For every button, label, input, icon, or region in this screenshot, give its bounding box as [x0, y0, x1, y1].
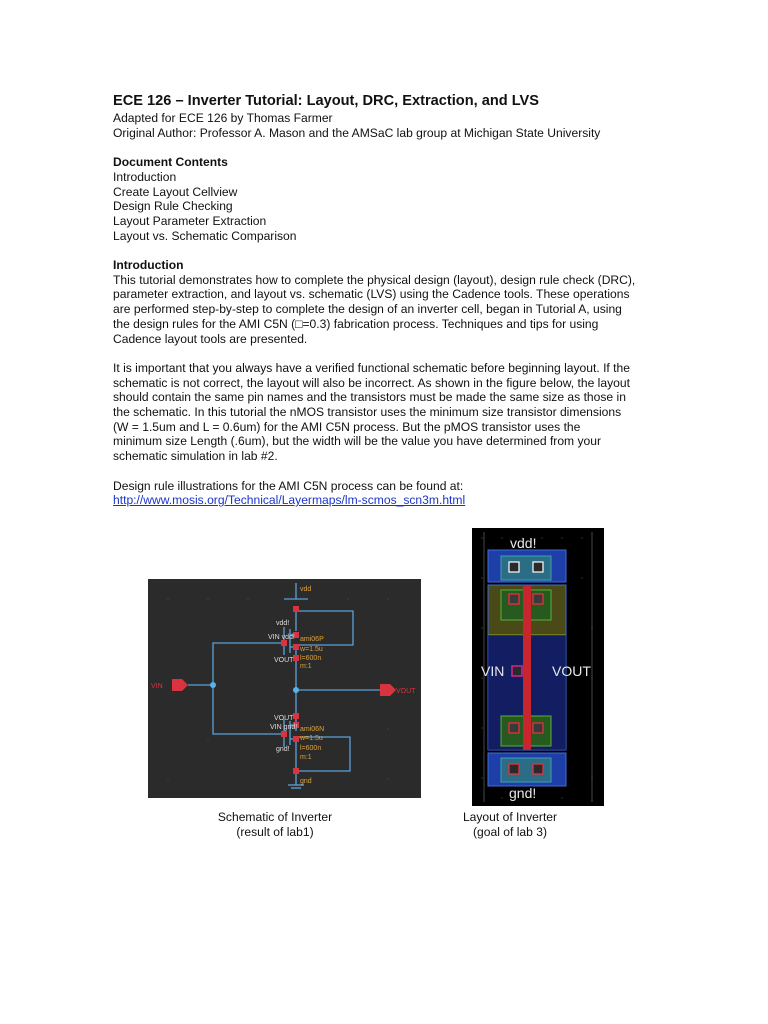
page-title: ECE 126 – Inverter Tutorial: Layout, DRC, Extraction, and LVS	[113, 93, 540, 109]
text-line: parameter extraction, and layout vs. schematic (LVS) using the Cadence tools. These operations	[113, 287, 630, 302]
intro-paragraph-2	[113, 361, 663, 464]
layout-vout-label: VOUT	[552, 663, 591, 679]
text-line: Cadence layout tools are presented.	[113, 331, 308, 346]
text-line: (W = 1.5um and L = 0.6um) for the AMI C5N process. But the pMOS transistor uses the	[113, 419, 581, 434]
gnd-label: gnd	[300, 778, 312, 785]
intro-heading: Introduction	[113, 258, 184, 272]
nmos-vin-gnd: VIN gnd!	[270, 724, 298, 731]
contents-item: Layout vs. Schematic Comparison	[113, 228, 297, 243]
contents-item: Create Layout Cellview	[113, 184, 238, 199]
layout-caption	[445, 810, 575, 839]
layout-gnd-label: gnd!	[509, 785, 537, 801]
nmos-length: l=600n	[300, 745, 322, 752]
text-line: This tutorial demonstrates how to complete the physical design (layout), design rule check (DRC),	[113, 272, 636, 287]
text-line: the schematic. In this tutorial the nMOS transistor uses the minimum size transistor dimensions	[113, 405, 622, 420]
text-line: It is important that you always have a verified functional schematic before beginning layout. If the	[113, 360, 630, 375]
caption-line: Schematic of Inverter	[217, 810, 333, 824]
author-line: Original Author: Professor A. Mason and the AMSaC lab group at Michigan State University	[113, 125, 601, 140]
document-body	[113, 92, 663, 508]
caption-line: (result of lab1)	[236, 824, 314, 839]
text-line: the design rules for the AMI C5N (□=0.3) fabrication process. Techniques and tips for using	[113, 316, 599, 331]
mosis-link[interactable]: http://www.mosis.org/Technical/Layermaps/lm-scmos_scn3m.html	[113, 493, 466, 508]
nmos-model: ami06N	[300, 726, 325, 733]
schematic-drawing	[148, 579, 421, 798]
pmos-vdd-pin: vdd!	[276, 620, 290, 627]
contents-item: Design Rule Checking	[113, 199, 233, 214]
layout-figure	[472, 528, 604, 806]
text-line: minimum size Length (.6um), but the width will be the value you have determined from your	[113, 434, 602, 449]
intro-paragraph-3: Design rule illustrations for the AMI C5N process can be found at:	[113, 478, 464, 493]
caption-line: (goal of lab 3)	[473, 824, 547, 839]
pmos-multiplier: m:1	[300, 663, 312, 670]
text-line: schematic simulation in lab #2.	[113, 449, 278, 464]
nmos-width: w=1.5u	[300, 735, 323, 742]
schematic-figure	[148, 579, 421, 798]
layout-drawing	[472, 528, 604, 806]
vin-pin-label: VIN	[151, 683, 163, 690]
pmos-length: l=600n	[300, 655, 322, 662]
nmos-multiplier: m:1	[300, 754, 312, 761]
text-line: schematic is not correct, the layout will also be incorrect. As shown in the figure below, the layout	[113, 375, 630, 390]
nmos-gnd-pin: gnd!	[276, 746, 290, 753]
layout-vin-label: VIN	[481, 663, 505, 679]
vout-pin-label: VOUT	[396, 688, 416, 695]
contents-item: Introduction	[113, 169, 177, 184]
layout-vdd-label: vdd!	[510, 535, 537, 551]
vdd-label: vdd	[300, 586, 312, 593]
pmos-model: ami06P	[300, 636, 324, 643]
intro-paragraph-1	[113, 273, 663, 347]
contents-heading: Document Contents	[113, 155, 228, 170]
schematic-caption	[200, 810, 350, 839]
text-line: are performed step-by-step to complete the design of an inverter cell, began in Tutorial A, using	[113, 302, 622, 317]
contents-item: Layout Parameter Extraction	[113, 213, 267, 228]
pmos-width: w=1.5u	[300, 646, 323, 653]
pmos-vout: VOUT	[274, 657, 294, 664]
pmos-vin-vdd: VIN vdd!	[268, 634, 295, 641]
adapted-line: Adapted for ECE 126 by Thomas Farmer	[113, 111, 333, 125]
nmos-vout: VOUT	[274, 715, 294, 722]
caption-line: Layout of Inverter	[462, 810, 558, 824]
text-line: should contain the same pin names and the transistors must be made the same size as those in	[113, 390, 626, 405]
